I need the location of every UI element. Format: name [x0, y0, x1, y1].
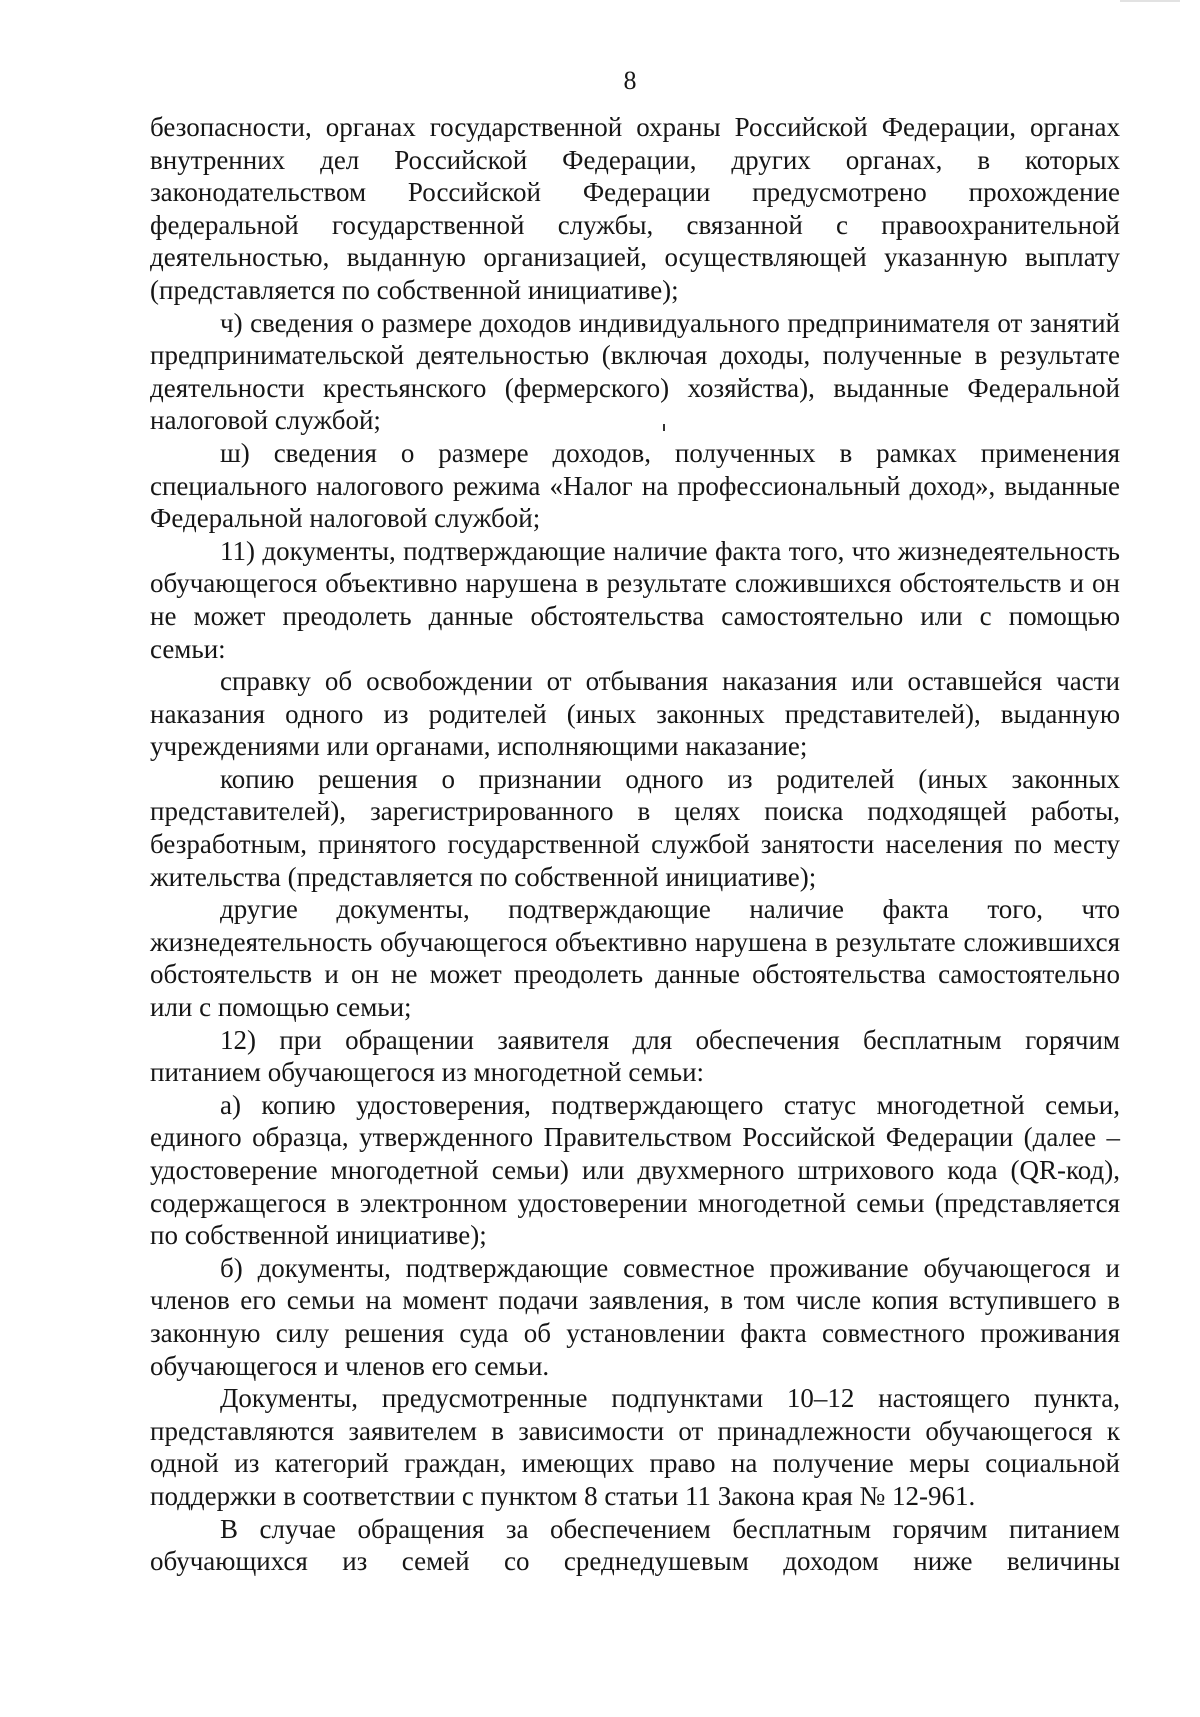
paragraph-other-documents: другие документы, подтверждающие наличие факта того, что жизнедеятельность обучающегося объективно нарушена в результате сложившихся обстоятельств и он не может преодолеть данные обстоятельства самостоятельно или с помощью семьи;: [150, 894, 1120, 1023]
paragraph-item-12-b: б) документы, подтверждающие совместное проживание обучающегося и членов его семьи на момент подачи заявления, в том числе копия вступившего в законную силу решения суда об установлении факта совместного проживания обучающегося и членов его семьи.: [150, 1252, 1120, 1381]
paragraph-income-case: В случае обращения за обеспечением бесплатным горячим питанием обучающихся из семей со среднедушевым доходом ниже величины: [150, 1513, 1120, 1577]
stray-scan-mark: [663, 424, 665, 431]
paragraph-documents-provided: Документы, предусмотренные подпунктами 10–12 настоящего пункта, представляются заявителем в зависимости от принадлежности обучающегося к одной из категорий граждан, имеющих право на получение меры социальной поддержки в соответствии с пунктом 8 статьи 11 Закона края № 12-961.: [150, 1383, 1120, 1511]
scan-edge-mark: [1120, 0, 1180, 2]
page-number: 8: [623, 66, 637, 95]
paragraph-item-sh: ш) сведения о размере доходов, полученных в рамках применения специального налогового режима «Налог на профессиональный доход», выданные Федеральной налоговой службой;: [150, 437, 1120, 534]
paragraph-security-agencies: безопасности, органах государственной охраны Российской Федерации, органах внутренних дел Российской Федерации, других органах, в которых законодательством Российской Федерации предусмотрено прохождение федеральной государственной службы, связанной с правоохранительной деятельностью, выданную организацией, осуществляющей указанную выплату (представляется по собственной инициативе);: [150, 112, 1120, 305]
paragraph-unemployed-decision: копию решения о признании одного из родителей (иных законных представителей), зарегистрированного в целях поиска подходящей работы, безработным, принятого государственной службой занятости населения по месту жительства (представляется по собственной инициативе);: [150, 763, 1120, 892]
paragraph-release-certificate: справку об освобождении от отбывания наказания или оставшейся части наказания одного из родителей (иных законных представителей), выданную учреждениями или органами, исполняющими наказание;: [150, 666, 1120, 762]
paragraph-item-11: 11) документы, подтверждающие наличие факта того, что жизнедеятельность обучающегося объективно нарушена в результате сложившихся обстоятельств и он не может преодолеть данные обстоятельства самостоятельно или с помощью семьи:: [150, 535, 1120, 664]
paragraph-item-12-a: а) копию удостоверения, подтверждающего статус многодетной семьи, единого образца, утвержденного Правительством Российской Федерации (далее – удостоверение многодетной семьи) или двухмерного штрихового кода (QR-код), содержащегося в электронном удостоверении многодетной семьи (представляется по собственной инициативе);: [150, 1089, 1120, 1251]
document-body: [150, 111, 1120, 1578]
paragraph-item-ch: ч) сведения о размере доходов индивидуального предпринимателя от занятий предпринимательской деятельностью (включая доходы, полученные в результате деятельности крестьянского (фермерского) хозяйства), выданные Федеральной налоговой службой;: [150, 307, 1120, 436]
paragraph-item-12: 12) при обращении заявителя для обеспечения бесплатным горячим питанием обучающегося из многодетной семьи:: [150, 1024, 1120, 1088]
